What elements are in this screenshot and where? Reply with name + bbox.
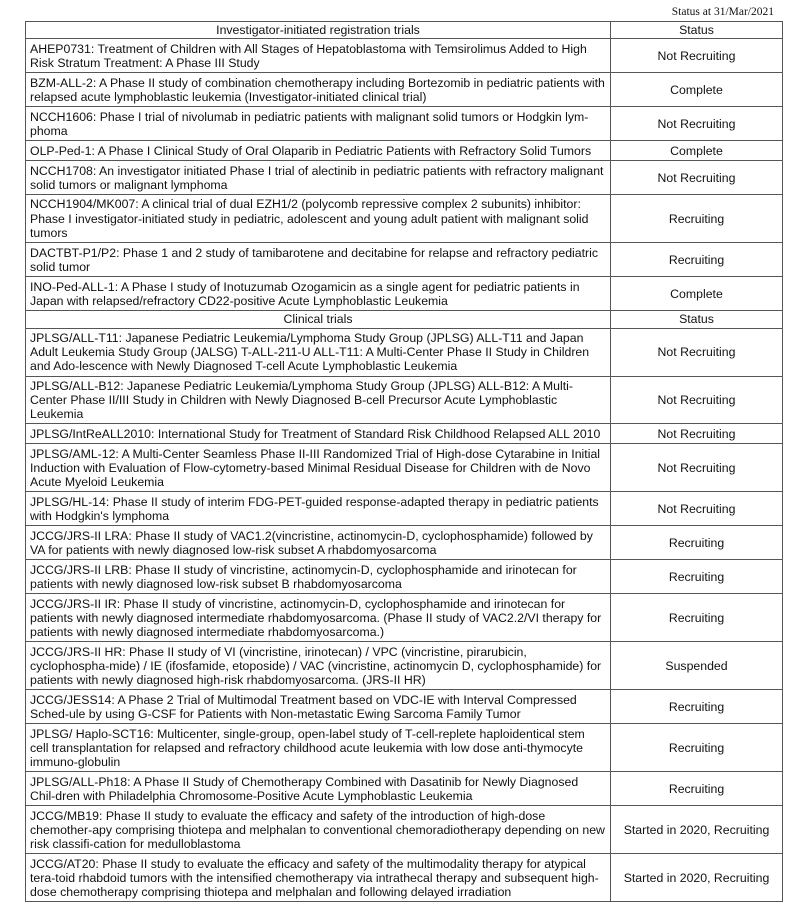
- table-row: [26, 141, 783, 161]
- table-row: [26, 243, 783, 277]
- trial-status: Not Recruiting: [611, 424, 783, 444]
- table-row: [26, 328, 783, 376]
- trials-table: [25, 21, 783, 902]
- trial-title: INO-Ped-ALL-1: A Phase I study of Inotuzumab Ozogamicin as a single agent for pediatric patients in Japan with relapsed/refractory CD22-positive Acute Lymphoblastic Leukemia: [26, 277, 611, 311]
- trial-status: Recruiting: [611, 772, 783, 806]
- trial-title: JPLSG/ Haplo-SCT16: Multicenter, single-group, open-label study of T-cell-replete haploidentical stem cell transplantation for relapsed and refractory childhood acute leukemia with low dose anti-thymocyte immuno-globulin: [26, 724, 611, 772]
- table-row: [26, 642, 783, 690]
- trial-status: Recruiting: [611, 560, 783, 594]
- trial-status: Complete: [611, 73, 783, 107]
- trial-title: DACTBT-P1/P2: Phase 1 and 2 study of tamibarotene and decitabine for relapse and refractory pediatric solid tumor: [26, 243, 611, 277]
- table-row: [26, 39, 783, 73]
- trial-status: Recruiting: [611, 594, 783, 642]
- trial-status: Not Recruiting: [611, 107, 783, 141]
- table-row: [26, 854, 783, 902]
- trial-title: JCCG/JRS-II IR: Phase II study of vincristine, actinomycin-D, cyclophosphamide and irinotecan for patients with newly diagnosed intermediate rhabdomyosarcoma. (Phase II study of VAC2.2/VI therapy for patients with newly diagnosed intermediate rhabdomyosarcoma.): [26, 594, 611, 642]
- table-row: [26, 424, 783, 444]
- status-date-note: Status at 31/Mar/2021: [671, 6, 774, 18]
- trial-title: JPLSG/HL-14: Phase II study of interim FDG-PET-guided response-adapted therapy in pediatric patients with Hodgkin's lymphoma: [26, 492, 611, 526]
- table-row: [26, 526, 783, 560]
- trial-title: JCCG/AT20: Phase II study to evaluate the efficacy and safety of the multimodality therapy for atypical tera-toid rhabdoid tumors with the intensified chemotherapy via intrathecal therapy and subsequent high-dose chemotherapy comprising thiotepa and melphalan and following delayed irradiation: [26, 854, 611, 902]
- trial-title: JCCG/JESS14: A Phase 2 Trial of Multimodal Treatment based on VDC-IE with Interval Compressed Sched-ule by using G-CSF for Patients with Non-metastatic Ewing Sarcoma Family Tumor: [26, 690, 611, 724]
- table-row: [26, 73, 783, 107]
- status-column-header: Status: [611, 311, 783, 328]
- table-row: [26, 772, 783, 806]
- trial-title: NCCH1708: An investigator initiated Phase I trial of alectinib in pediatric patients with refractory malignant solid tumors or malignant lymphoma: [26, 161, 611, 195]
- table-row: [26, 806, 783, 854]
- trial-status: Not Recruiting: [611, 444, 783, 492]
- trial-title: JCCG/JRS-II LRA: Phase II study of VAC1.2(vincristine, actinomycin-D, cyclophosphamide) followed by VA for patients with newly diagnosed low-risk subset A rhabdomyosarcoma: [26, 526, 611, 560]
- trial-title: JCCG/JRS-II LRB: Phase II study of vincristine, actinomycin-D, cyclophosphamide and irinotecan for patients with newly diagnosed low-risk subset B rhabdomyosarcoma: [26, 560, 611, 594]
- trial-title: JCCG/JRS-II HR: Phase II study of VI (vincristine, irinotecan) / VPC (vincristine, pirarubicin, cyclophospha-mide) / IE (ifosfamide, etoposide) / VAC (vincristine, actinomycin D, cyclophosphamide) for patients with newly diagnosed high-risk rhabdomyosarcoma. (JRS-II HR): [26, 642, 611, 690]
- trial-status: Not Recruiting: [611, 492, 783, 526]
- trial-status: Not Recruiting: [611, 376, 783, 424]
- trial-title: JPLSG/ALL-B12: Japanese Pediatric Leukemia/Lymphoma Study Group (JPLSG) ALL-B12: A Multi-Center Phase II/III Study in Children with Newly Diagnosed B-cell Precursor Acute Lymphoblastic Leukemia: [26, 376, 611, 424]
- table-row: [26, 690, 783, 724]
- section-header-row: [26, 22, 783, 39]
- trial-status: Started in 2020, Recruiting: [611, 854, 783, 902]
- trial-status: Not Recruiting: [611, 39, 783, 73]
- section-header-row: [26, 311, 783, 328]
- table-row: [26, 376, 783, 424]
- table-row: [26, 107, 783, 141]
- trial-title: JPLSG/ALL-Ph18: A Phase II Study of Chemotherapy Combined with Dasatinib for Newly Diagnosed Chil-dren with Philadelphia Chromosome-Positive Acute Lymphoblastic Leukemia: [26, 772, 611, 806]
- section-title: Investigator-initiated registration trials: [26, 22, 611, 39]
- table-row: [26, 195, 783, 243]
- trial-title: NCCH1606: Phase I trial of nivolumab in pediatric patients with malignant solid tumors or Hodgkin lym-phoma: [26, 107, 611, 141]
- trial-title: JCCG/MB19: Phase II study to evaluate the efficacy and safety of the introduction of high-dose chemother-apy comprising thiotepa and melphalan to conventional chemoradiotherapy depending on new risk classifi-cation for medulloblastoma: [26, 806, 611, 854]
- trial-title: BZM-ALL-2: A Phase II study of combination chemotherapy including Bortezomib in pediatric patients with relapsed acute lymphoblastic leukemia (Investigator-initiated clinical trial): [26, 73, 611, 107]
- section-title: Clinical trials: [26, 311, 611, 328]
- trial-title: JPLSG/IntReALL2010: International Study for Treatment of Standard Risk Childhood Relapsed ALL 2010: [26, 424, 611, 444]
- trial-status: Complete: [611, 277, 783, 311]
- trial-status: Not Recruiting: [611, 161, 783, 195]
- trial-status: Recruiting: [611, 690, 783, 724]
- trial-status: Recruiting: [611, 526, 783, 560]
- trial-status: Recruiting: [611, 724, 783, 772]
- trial-status: Complete: [611, 141, 783, 161]
- trial-title: JPLSG/ALL-T11: Japanese Pediatric Leukemia/Lymphoma Study Group (JPLSG) ALL-T11 and Japan Adult Leukemia Study Group (JALSG) T-ALL-211-U ALL-T11: A Multi-Center Phase II Study in Children and Ado-lescence with Newly Diagnosed T-cell Acute Lymphoblastic Leukemia: [26, 328, 611, 376]
- trial-status: Not Recruiting: [611, 328, 783, 376]
- trial-title: NCCH1904/MK007: A clinical trial of dual EZH1/2 (polycomb repressive complex 2 subunits) inhibitor: Phase I investigator-initiated study in pediatric, adolescent and young adult patient with malignant solid tumors: [26, 195, 611, 243]
- table-row: [26, 724, 783, 772]
- table-row: [26, 492, 783, 526]
- trial-status: Suspended: [611, 642, 783, 690]
- table-row: [26, 161, 783, 195]
- table-row: [26, 277, 783, 311]
- trial-title: AHEP0731: Treatment of Children with All Stages of Hepatoblastoma with Temsirolimus Added to High Risk Stratum Treatment: A Phase III Study: [26, 39, 611, 73]
- table-row: [26, 560, 783, 594]
- trial-title: OLP-Ped-1: A Phase I Clinical Study of Oral Olaparib in Pediatric Patients with Refractory Solid Tumors: [26, 141, 611, 161]
- trial-status: Started in 2020, Recruiting: [611, 806, 783, 854]
- table-row: [26, 444, 783, 492]
- table-row: [26, 594, 783, 642]
- trial-status: Recruiting: [611, 243, 783, 277]
- trial-title: JPLSG/AML-12: A Multi-Center Seamless Phase II-III Randomized Trial of High-dose Cytarabine in Initial Induction with Evaluation of Flow-cytometry-based Minimal Residual Disease for Children with de Novo Acute Myeloid Leukemia: [26, 444, 611, 492]
- trial-status: Recruiting: [611, 195, 783, 243]
- status-column-header: Status: [611, 22, 783, 39]
